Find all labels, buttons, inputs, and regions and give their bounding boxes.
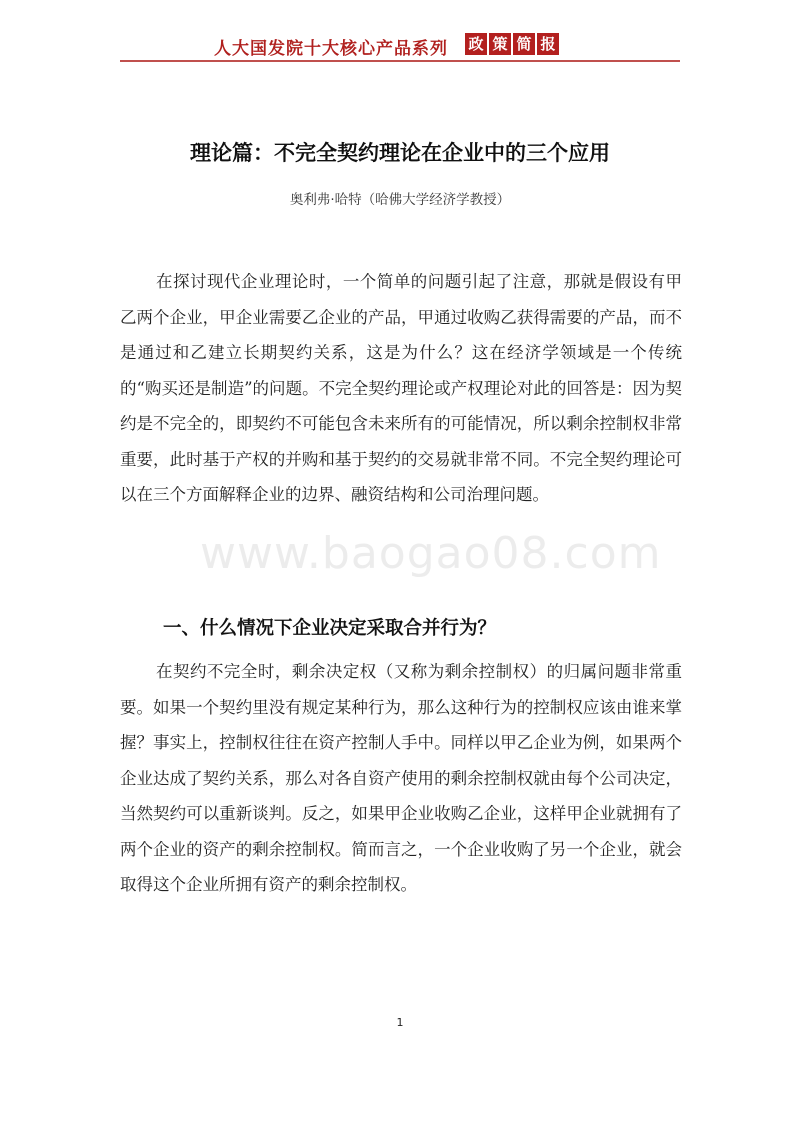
article-author: 奥利弗·哈特（哈佛大学经济学教授） — [289, 192, 511, 208]
badge-char: 简 — [513, 33, 535, 55]
header-divider — [120, 60, 680, 62]
watermark: www.baogao08.com — [200, 528, 662, 579]
badge-char: 策 — [489, 33, 511, 55]
page-number: 1 — [396, 1016, 404, 1029]
header-series-title: 人大国发院十大核心产品系列 — [214, 39, 448, 59]
policy-brief-badge — [465, 33, 559, 55]
intro-paragraph: 在探讨现代企业理论时，一个简单的问题引起了注意，那就是假设有甲乙两个企业，甲企业需要乙企业的产品，甲通过收购乙获得需要的产品，而不是通过和乙建立长期契约关系，这是为什么？这在经济学领域是一个传统的“购买还是制造”的问题。不完全契约理论或产权理论对此的回答是：因为契约是不完全的，即契约不可能包含未来所有的可能情况，所以剩余控制权非常重要，此时基于产权的并购和基于契约的交易就非常不同。不完全契约理论可以在三个方面解释企业的边界、融资结构和公司治理问题。 — [120, 272, 682, 504]
article-title: 理论篇：不完全契约理论在企业中的三个应用 — [190, 141, 610, 166]
badge-char: 政 — [465, 33, 487, 55]
badge-char: 报 — [537, 33, 559, 55]
section-heading: 一、什么情况下企业决定采取合并行为？ — [163, 618, 497, 639]
page-header — [120, 30, 680, 64]
section-paragraph: 在契约不完全时，剩余决定权（又称为剩余控制权）的归属问题非常重要。如果一个契约里没有规定某种行为，那么这种行为的控制权应该由谁来掌握？事实上，控制权往往在资产控制人手中。同样以甲乙企业为例，如果两个企业达成了契约关系，那么对各自资产使用的剩余控制权就由每个公司决定，当然契约可以重新谈判。反之，如果甲企业收购乙企业，这样甲企业就拥有了两个企业的资产的剩余控制权。简而言之，一个企业收购了另一个企业，就会取得这个企业所拥有资产的剩余控制权。 — [120, 662, 682, 894]
